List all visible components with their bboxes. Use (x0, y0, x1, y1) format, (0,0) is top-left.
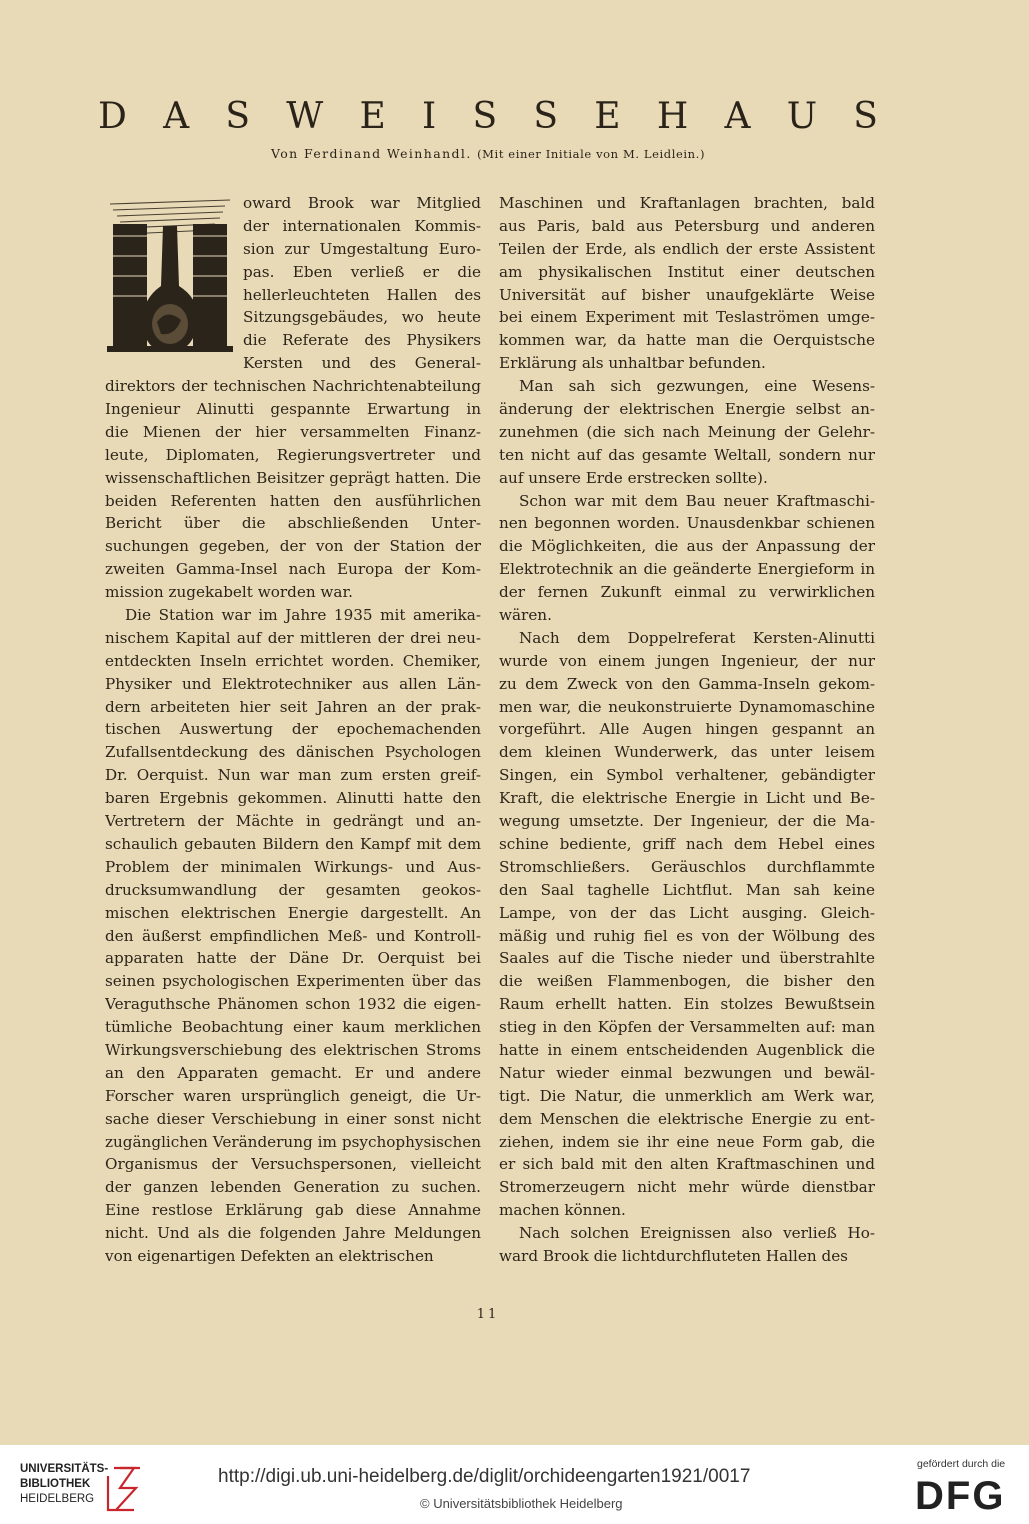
text-line: Dr. Oerquist. Nun war man zum ersten greif- (105, 766, 481, 785)
text-line: suchungen gegeben, der von der Station der (105, 537, 481, 556)
permalink-url[interactable]: http://digi.ub.uni-heidelberg.de/diglit/orchideengarten1921/0017 (218, 1466, 751, 1487)
text-line: Natur wieder einmal bezwungen und bewäl- (499, 1063, 875, 1082)
text-line: baren Ergebnis gekommen. Alinutti hatte den (105, 789, 481, 808)
text-line: direktors der technischen Nachrichtenabteilung (105, 377, 481, 396)
byline-author: Von Ferdinand Weinhandl. (270, 146, 472, 161)
text-line: Erklärung als unhaltbar befunden. (499, 354, 766, 373)
copyright-notice: © Universitätsbibliothek Heidelberg (420, 1496, 623, 1511)
text-line: schaulich gebauten Bildern den Kampf mit dem (105, 834, 481, 853)
text-line: wären. (499, 606, 552, 625)
page-number: 11 (476, 1307, 500, 1322)
text-line: Kraft, die elektrische Energie in Licht und Be- (499, 789, 875, 808)
text-line: wegung umsetzte. Der Ingenieur, der die Ma- (499, 812, 875, 831)
text-line: Raum erhellt hatten. Ein stolzes Bewußtsein (499, 995, 875, 1014)
text-line: änderung der elektrischen Energie selbst an- (499, 400, 875, 419)
text-line: machen können. (499, 1201, 626, 1220)
text-line: Elektrotechnik an die geänderte Energieform in (499, 560, 875, 579)
text-line: von eigenartigen Defekten an elektrischen (105, 1246, 434, 1265)
text-line: leute, Diplomaten, Regierungsvertreter und (105, 445, 481, 464)
text-column-right (499, 192, 875, 1268)
text-line: Man sah sich gezwungen, eine Wesens- (519, 377, 875, 396)
text-line: aus Paris, bald aus Petersburg und anderen (499, 216, 875, 235)
text-line: Schon war mit dem Bau neuer Kraftmaschi- (519, 491, 875, 510)
text-line: die weißen Flammenbogen, die bisher den (499, 972, 875, 991)
byline (0, 146, 976, 161)
funding-label: gefördert durch die (917, 1458, 1006, 1470)
text-line: pas. Eben verließ er die (243, 262, 481, 281)
title-letter: H (656, 96, 689, 137)
text-line: Nach solchen Ereignissen also verließ Ho- (519, 1224, 875, 1243)
text-line: Maschinen und Kraftanlagen brachten, bald (499, 194, 875, 212)
text-line: hellerleuchteten Hallen des (243, 285, 481, 304)
text-line: ward Brook die lichtdurchfluteten Hallen des (499, 1246, 848, 1265)
article-title (98, 96, 878, 137)
text-line: am physikalischen Institut einer deutschen (499, 262, 875, 281)
text-line: men war, die neukonstruierte Dynamomaschine (499, 697, 875, 716)
text-line: Bericht über die abschließenden Unter- (105, 514, 481, 533)
text-line: tigt. Die Natur, die unmerklich am Werk war, (499, 1086, 875, 1105)
text-line: Saales auf die Tische nieder und überstrahlte (499, 949, 875, 968)
text-line: der internationalen Kommis- (243, 216, 481, 235)
text-line: er sich bald mit den alten Kraftmaschinen und (499, 1155, 875, 1174)
title-letter: S (472, 96, 498, 137)
title-letter: A (163, 96, 190, 137)
byline-note: (Mit einer Initiale von M. Leidlein.) (477, 147, 706, 161)
text-line: wissenschaftlichen Beisitzer geprägt hatten. Die (105, 468, 481, 487)
text-line: tischen Auswertung der epochemachenden (105, 720, 481, 739)
title-letter: A (724, 96, 751, 137)
text-line: der ganzen lebenden Generation zu suchen. (105, 1178, 481, 1197)
text-line: Die Station war im Jahre 1935 mit amerika- (125, 606, 481, 625)
text-line: nischem Kapital auf der mittleren der drei neu- (105, 628, 481, 647)
text-line: apparaten hatte der Däne Dr. Oerquist bei (105, 949, 481, 968)
text-line: kommen war, da hatte man die Oerquistsche (499, 331, 875, 350)
text-line: mischen elektrischen Energie dargestellt. An (105, 903, 481, 922)
text-line: die Referate des Physikers (243, 331, 481, 350)
text-line: Veraguthsche Phänomen schon 1932 die eigen- (105, 995, 481, 1014)
text-line: Stromerzeugern nicht mehr würde dienstbar (499, 1178, 875, 1197)
text-line: sion zur Umgestaltung Euro- (243, 239, 481, 258)
text-line: ziehen, indem sie ihr eine neue Form gab, die (499, 1132, 875, 1151)
text-line: zu dem Zweck von den Gamma-Inseln gekom- (499, 674, 875, 693)
text-line: auf unsere Erde erstrecken sollte). (499, 468, 768, 487)
dfg-logo[interactable]: DFG (915, 1474, 1006, 1518)
text-line: zweiten Gamma-Insel nach Europa der Kom- (105, 560, 481, 579)
text-line: Forscher waren ursprünglich geneigt, die Ur- (105, 1086, 481, 1105)
text-line: die Möglichkeiten, die aus der Anpassung der (499, 537, 875, 556)
title-letter: S (533, 96, 559, 137)
text-line: an den Apparaten gemacht. Er und andere (105, 1063, 481, 1082)
text-line: ten nicht auf das gesamte Weltall, sondern nur (499, 445, 875, 464)
text-line: nen begonnen worden. Unausdenkbar schienen (499, 514, 875, 533)
text-line: vorgeführt. Alle Augen hingen gespannt an (499, 720, 875, 739)
text-line: Vertretern der Mächte in gedrängt und an- (105, 812, 481, 831)
text-line: entdeckten Inseln errichtet worden. Chemiker, (105, 651, 481, 670)
text-line: sache dieser Verschiebung in einer sonst nicht (105, 1109, 481, 1128)
text-line: beiden Referenten hatten den ausführlichen (105, 491, 481, 510)
text-line: dem kleinen Wunderwerk, das unter leisem (499, 743, 875, 762)
title-letter: D (98, 96, 127, 137)
text-line: wurde von einem jungen Ingenieur, der nur (499, 651, 875, 670)
text-line: Problem der minimalen Wirkungs- und Aus- (105, 857, 481, 876)
text-line: Wirkungsverschiebung des elektrischen Stroms (105, 1040, 481, 1059)
text-line: mission zugekabelt worden war. (105, 583, 353, 602)
text-line: Organismus der Versuchspersonen, vielleicht (105, 1155, 481, 1174)
title-letter: E (359, 96, 386, 137)
text-line: dern arbeiteten hier seit Jahren an der prak- (105, 697, 481, 716)
text-line: hatte in einem entscheidenden Augenblick die (499, 1040, 875, 1059)
library-line-3: HEIDELBERG (20, 1493, 95, 1505)
text-line: seinen psychologischen Experimenten über das (105, 972, 481, 991)
title-letter: E (594, 96, 621, 137)
title-letter: W (286, 96, 324, 137)
text-line: Singen, ein Symbol verhaltener, gebändigter (499, 766, 875, 785)
text-line: tümliche Beobachtung einer kaum merklichen (105, 1018, 481, 1037)
text-line: mäßig und ruhig fiel es von der Wölbung des (499, 926, 875, 945)
text-line: Universität auf bisher unaufgeklärte Weise (499, 285, 875, 304)
library-name (20, 1462, 108, 1507)
text-line: Lampe, von der das Licht ausging. Gleich- (499, 903, 875, 922)
text-line: Teilen der Erde, als endlich der erste Assistent (499, 239, 875, 258)
title-letter: S (225, 96, 251, 137)
text-line: Stromschließers. Geräuschlos durchflammte (499, 857, 875, 876)
text-line: schine bediente, griff nach dem Hebel eines (499, 834, 875, 853)
text-column-left (105, 192, 481, 1268)
text-line: den Saal taghelle Lichtflut. Man sah keine (499, 880, 875, 899)
text-line: Eine restlose Erklärung gab diese Annahme (105, 1201, 481, 1220)
text-line: drucksumwandlung der gesamten geokos- (105, 880, 481, 899)
title-letter: I (422, 96, 437, 137)
text-line: stieg in den Köpfen der Versammelten auf: man (499, 1018, 875, 1037)
text-line: zugänglichen Veränderung im psychophysischen (105, 1132, 481, 1151)
text-line: Ingenieur Alinutti gespannte Erwartung in (105, 400, 481, 419)
text-line: der fernen Zukunft einmal zu verwirklichen (499, 583, 875, 602)
title-letter: U (786, 96, 818, 137)
text-line: Nach dem Doppelreferat Kersten-Alinutti (519, 628, 875, 647)
text-line: nicht. Und als die folgenden Jahre Meldungen (105, 1224, 481, 1243)
text-line: oward Brook war Mitglied (243, 194, 481, 212)
text-line: Sitzungsgebäudes, wo heute (243, 308, 481, 327)
text-line: bei einem Experiment mit Teslaströmen umge- (499, 308, 875, 327)
library-line-2: BIBLIOTHEK (20, 1478, 91, 1490)
text-line: Physiker und Elektrotechniker aus allen Län- (105, 674, 481, 693)
text-line: Kersten und des General- (243, 354, 481, 373)
library-line-1: UNIVERSITÄTS- (20, 1463, 109, 1475)
text-line: dem Menschen die elektrische Energie zu ent- (499, 1109, 875, 1128)
text-line: die Mienen der hier versammelten Finanz- (105, 422, 481, 441)
title-letter: S (853, 96, 878, 137)
text-line: Zufallsentdeckung des dänischen Psychologen (105, 743, 481, 762)
text-line: zunehmen (die sich nach Meinung der Gelehr- (499, 422, 875, 441)
text-line: den äußerst empfindlichen Meß- und Kontroll- (105, 926, 481, 945)
